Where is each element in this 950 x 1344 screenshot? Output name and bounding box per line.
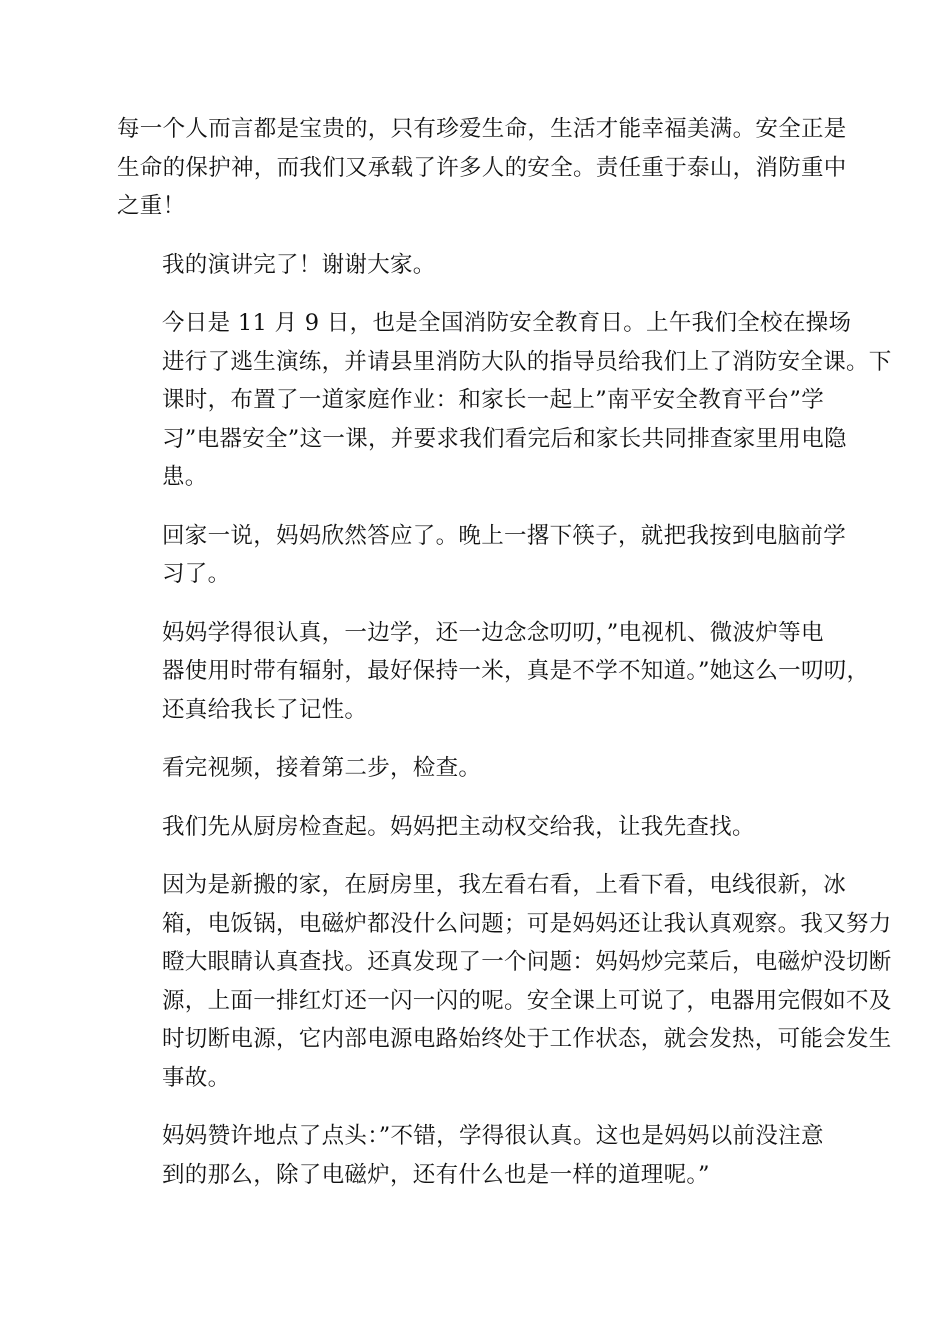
text-line: 回家一说，妈妈欣然答应了。晚上一撂下筷子，就把我按到电脑前学 (162, 522, 847, 549)
text-line: 今日是 11 月 9 日，也是全国消防安全教育日。上午我们全校在操场 (162, 310, 852, 336)
text-line: 妈妈赞许地点了点头：”不错，学得很认真。这也是妈妈以前没注意 (162, 1123, 824, 1149)
text-line: 到的那么，除了电磁炉，还有什么也是一样的道理呢。” (162, 1161, 710, 1188)
document-body (117, 110, 892, 1214)
text-line: 进行了逃生演练，并请县里消防大队的指导员给我们上了消防安全课。下 (162, 348, 892, 375)
paragraph (117, 246, 833, 285)
text-line: 妈妈学得很认真，一边学，还一边念念叨叨，”电视机、微波炉等电 (162, 619, 824, 646)
text-line: 时切断电源，它内部电源电路始终处于工作状态，就会发热，可能会发生 (162, 1026, 892, 1052)
text-line: 每一个人而言都是宝贵的，只有珍爱生命，生活才能幸福美满。安全正是 (117, 116, 847, 142)
paragraph (117, 517, 847, 594)
text-line: 生命的保护神，而我们又承载了许多人的安全。责任重于泰山，消防重中 (117, 154, 847, 181)
text-line: 习”电器安全”这一课，并要求我们看完后和家长共同排查家里用电隐 (162, 425, 847, 452)
paragraph (117, 749, 833, 788)
text-line: 事故。 (162, 1064, 231, 1091)
text-line: 箱，电饭锅，电磁炉都没什么问题；可是妈妈还让我认真观察。我又努力 (162, 910, 892, 937)
text-line: 因为是新搬的家，在厨房里，我左看右看，上看下看，电线很新，冰 (162, 872, 847, 898)
text-line: 我们先从厨房检查起。妈妈把主动权交给我，让我先查找。 (162, 813, 755, 840)
paragraph (117, 808, 833, 847)
text-line: 习了。 (162, 561, 231, 587)
text-line: 我的演讲完了！谢谢大家。 (162, 251, 436, 278)
text-line: 源，上面一排红灯还一闪一闪的呢。安全课上可说了，电器用完假如不及 (162, 987, 892, 1014)
text-line: 之重！ (117, 193, 186, 219)
text-line: 患。 (162, 464, 208, 490)
paragraph (117, 614, 870, 730)
text-line: 看完视频，接着第二步，检查。 (162, 755, 482, 781)
text-line: 器使用时带有辐射，最好保持一米，真是不学不知道。”她这么一叨叨， (162, 658, 870, 684)
paragraph (117, 304, 892, 497)
text-line: 瞪大眼睛认真查找。还真发现了一个问题：妈妈炒完菜后，电磁炉没切断 (162, 949, 892, 975)
text-line: 课时，布置了一道家庭作业：和家长一起上”南平安全教育平台”学 (162, 387, 825, 413)
text-line: 还真给我长了记性。 (162, 696, 368, 723)
paragraph (117, 1117, 833, 1194)
paragraph (117, 866, 892, 1097)
paragraph (117, 110, 847, 226)
